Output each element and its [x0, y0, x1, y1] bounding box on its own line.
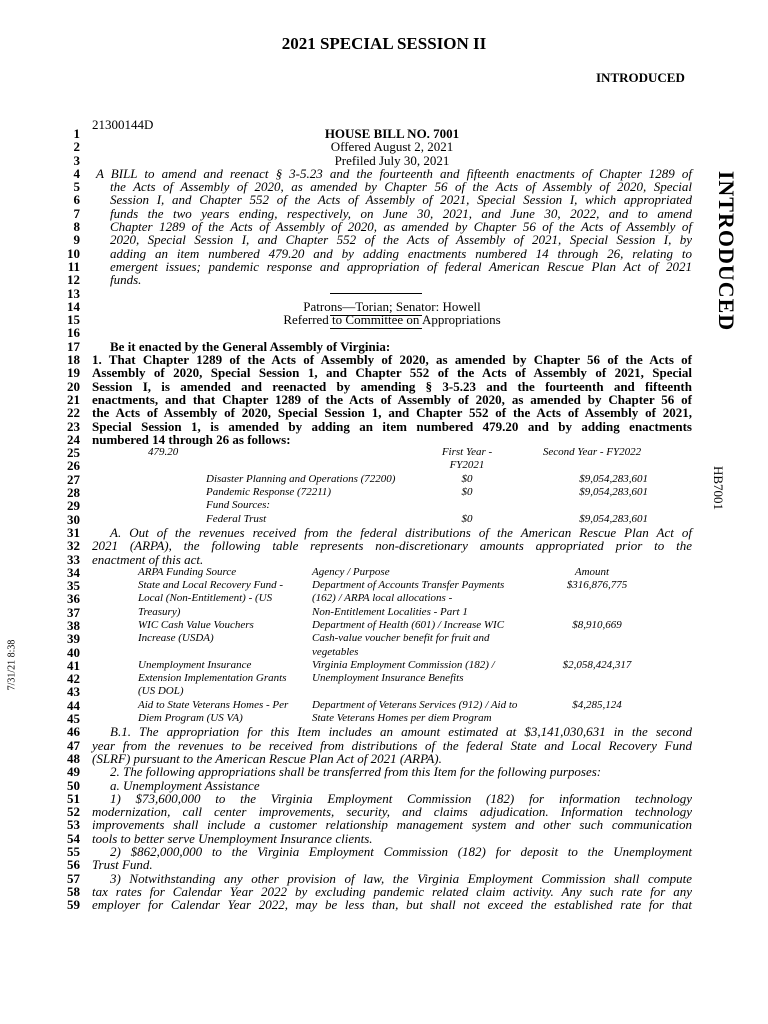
item-header-row	[92, 459, 692, 472]
line-number: 8	[73, 219, 80, 235]
side-introduced-label	[706, 133, 746, 368]
paragraph-a-line: 2021 (ARPA), the following table represents non-discretionary amounts appropriated prior to the	[92, 538, 692, 554]
arpa-row	[92, 685, 692, 698]
prefiled-date: Prefiled July 30, 2021	[334, 152, 450, 168]
offered-date: Offered August 2, 2021	[330, 139, 454, 155]
line-number: 31	[67, 524, 80, 540]
second-year-amount: $9,054,283,601	[579, 472, 648, 485]
title-line: funds the two years ending, respectively, on June 30, 2021, and June 30, 2022, and to amend	[110, 205, 692, 221]
divider	[330, 328, 422, 329]
line-number: 39	[67, 631, 80, 647]
enactment-line: 1. That Chapter 1289 of the Acts of Assembly of 2020, as amended by Chapter 56 of the Acts of	[92, 352, 692, 368]
agency-purpose: vegetables	[312, 645, 359, 658]
second-year-header: Second Year - FY2022	[542, 446, 642, 459]
line-number: 20	[67, 378, 80, 394]
line-number: 7	[73, 205, 80, 221]
line-number: 44	[67, 697, 80, 713]
line-number: 40	[67, 644, 80, 660]
body-line: tax rates for Calendar Year 2022 by excluding pandemic related claim activity. Any such rate for any	[92, 883, 692, 899]
bill-body	[92, 127, 692, 912]
line-number: 15	[67, 312, 80, 328]
line-number: 45	[67, 711, 80, 727]
body-line: year from the revenues to be received from distributions of the federal State and Local Recovery Fund	[92, 737, 692, 753]
line-number: 16	[67, 325, 80, 341]
amount-header: Amount	[574, 565, 610, 578]
enactment-line: numbered 14 through 26 as follows:	[92, 431, 291, 447]
item-header-row	[92, 446, 692, 459]
second-year-amount: $9,054,283,601	[579, 512, 648, 525]
title-line: emergent issues; pandemic response and appropriation of federal American Rescue Plan Act of 2021	[110, 258, 692, 274]
line-number: 17	[67, 338, 80, 354]
amount: $8,910,669	[572, 618, 622, 631]
first-year-amount: $0	[461, 472, 473, 485]
item-row	[92, 499, 692, 512]
arpa-row	[92, 712, 692, 725]
line-number: 22	[67, 405, 80, 421]
first-year-amount: $0	[461, 512, 473, 525]
agency-purpose: Non-Entitlement Localities - Part 1	[312, 605, 468, 618]
funding-source: Extension Implementation Grants	[138, 672, 287, 685]
arpa-row	[92, 659, 692, 672]
line-number: 3	[73, 152, 80, 168]
item-row	[92, 473, 692, 486]
line-number: 50	[67, 777, 80, 793]
enactment-line: the Acts of Assembly of 2020, Special Session 1, and Chapter 552 of the Acts of Assembly of 2021,	[92, 405, 692, 421]
agency-purpose: Cash-value voucher benefit for fruit and	[312, 632, 490, 645]
line-number: 9	[73, 232, 80, 248]
line-number: 35	[67, 578, 80, 594]
side-bill-text: HB7001	[711, 465, 726, 511]
line-numbers	[50, 127, 80, 912]
second-year-amount: $9,054,283,601	[579, 486, 648, 499]
side-bill-label	[706, 458, 730, 518]
line-number: 2	[73, 139, 80, 155]
enactment-line: enactments, and that Chapter 1289 of the Acts of Assembly of 2020, as amended by Chapter 56 of	[92, 391, 692, 407]
body-line: 1) $73,600,000 to the Virginia Employment Commission (182) for information technology	[110, 790, 692, 806]
line-number: 59	[67, 897, 80, 913]
line-number: 54	[67, 830, 80, 846]
funding-source: (US DOL)	[138, 685, 184, 698]
funding-source: Local (Non-Entitlement) - (US	[138, 592, 273, 605]
line-number: 49	[67, 764, 80, 780]
line-number: 41	[67, 657, 80, 673]
amount: $4,285,124	[572, 698, 622, 711]
line-number: 51	[67, 790, 80, 806]
paragraph-b	[92, 725, 692, 911]
title-line: A BILL to amend and reenact § 3-5.23 and the fourteenth and fifteenth enactments of Chapter 1289 of	[96, 165, 692, 181]
enactment-line: Session I, is amended and reenacted by amending § 3-5.23 and the fourteenth and fifteenth	[92, 378, 692, 394]
body-line: employer for Calendar Year 2022, may be less than, but shall not exceed the established rate for that	[92, 897, 692, 913]
line-number: 36	[67, 591, 80, 607]
spacer-row	[92, 326, 692, 339]
body-line: modernization, call center improvements, security, and claims adjudication. Information technology	[92, 804, 692, 820]
arpa-row	[92, 606, 692, 619]
line-number: 14	[67, 298, 80, 314]
paragraph-a-line: enactment of this act.	[92, 551, 204, 567]
paragraph-a-line: A. Out of the revenues received from the federal distributions of the American Rescue Plan Act of	[110, 524, 692, 540]
agency-purpose: (162) / ARPA local allocations -	[312, 592, 453, 605]
line-number: 11	[67, 258, 80, 274]
first-year-header-fy: FY2021	[449, 459, 485, 472]
line-number: 58	[67, 883, 80, 899]
line-number: 23	[67, 418, 80, 434]
body-line: 3) Notwithstanding any other provision of law, the Virginia Employment Commission shall compute	[110, 870, 692, 886]
item-label: Pandemic Response (72211)	[206, 486, 332, 499]
line-number: 32	[67, 538, 80, 554]
arpa-table	[92, 566, 692, 726]
title-line: funds.	[110, 272, 142, 288]
item-label: Fund Sources:	[206, 499, 271, 512]
line-number: 1	[73, 126, 80, 141]
enactment-text	[92, 353, 692, 446]
body-line: 2) $862,000,000 to the Virginia Employment Commission (182) for deposit to the Unemployment	[110, 844, 692, 860]
agency-purpose: Department of Health (601) / Increase WIC	[312, 618, 505, 631]
line-number: 21	[67, 391, 80, 407]
item-row	[92, 486, 692, 499]
agency-purpose: Department of Veterans Services (912) / Aid to	[312, 698, 518, 711]
line-number: 12	[67, 272, 80, 288]
agency-purpose: Virginia Employment Commission (182) /	[312, 658, 495, 671]
line-number: 56	[67, 857, 80, 873]
line-number: 43	[67, 684, 80, 700]
agency-purpose: State Veterans Homes per diem Program	[312, 712, 492, 725]
agency-purpose: Department of Accounts Transfer Payments	[312, 579, 505, 592]
title-line: adding an item numbered 479.20 and by adding enactments numbered 14 through 26, relating to	[110, 245, 692, 261]
funding-source: WIC Cash Value Vouchers	[138, 618, 254, 631]
funding-source: Diem Program (US VA)	[138, 712, 243, 725]
side-date-text: 7/31/21 8:38	[6, 639, 18, 691]
bill-number: HOUSE BILL NO. 7001	[324, 126, 460, 141]
spacer-row	[92, 287, 692, 300]
item-label: Federal Trust	[206, 512, 267, 525]
title-line: Session I, and Chapter 552 of the Acts of Assembly of 2021, Special Session I, which appropriated	[110, 192, 692, 208]
funding-source: Aid to State Veterans Homes - Per	[138, 698, 289, 711]
patrons: Patrons—Torian; Senator: Howell	[303, 298, 481, 314]
line-number: 30	[67, 511, 80, 527]
enactment-line: Special Session 1, is amended by adding an item numbered 479.20 and by adding enactments	[92, 418, 692, 434]
referred-committee: Referred to Committee on Appropriations	[283, 312, 501, 328]
line-number: 6	[73, 192, 80, 208]
agency-purpose: Unemployment Insurance Benefits	[312, 672, 464, 685]
bill-title	[92, 167, 692, 287]
line-number: 46	[67, 724, 80, 740]
item-label: Disaster Planning and Operations (72200)	[206, 472, 396, 485]
line-number: 53	[67, 817, 80, 833]
arpa-row	[92, 632, 692, 645]
line-number: 27	[67, 471, 80, 487]
line-number: 28	[67, 485, 80, 501]
title-line: the Acts of Assembly of 2020, as amended by Chapter 56 of the Acts of Assembly of 2020, Special	[110, 179, 692, 195]
line-number: 47	[67, 737, 80, 753]
funding-source: State and Local Recovery Fund -	[138, 579, 284, 592]
body-line: 2. The following appropriations shall be transferred from this Item for the following purposes:	[110, 764, 602, 780]
body-line: B.1. The appropriation for this Item includes an amount estimated at $3,141,030,631 in the second	[110, 724, 692, 740]
amount: $316,876,775	[566, 579, 628, 592]
title-line: 2020, Special Session I, and Chapter 552 of the Acts of Assembly of 2021, Special Session I, by	[110, 232, 692, 248]
line-number: 5	[73, 179, 80, 195]
item-number: 479.20	[148, 446, 179, 459]
enacting-clause: Be it enacted by the General Assembly of Virginia:	[110, 338, 391, 354]
agency-purpose-header: Agency / Purpose	[312, 565, 390, 578]
title-line: Chapter 1289 of the Acts of Assembly of 2020, as amended by Chapter 56 of the Acts of Assembly of	[110, 219, 692, 235]
arpa-row	[92, 592, 692, 605]
amount: $2,058,424,317	[562, 658, 632, 671]
line-number: 24	[67, 431, 80, 447]
line-number: 34	[67, 564, 80, 580]
document-id: 21300144D	[92, 117, 154, 132]
paragraph-a	[92, 526, 692, 566]
status-label: INTRODUCED	[596, 70, 685, 85]
line-number: 37	[67, 604, 80, 620]
funding-source-header: ARPA Funding Source	[138, 565, 237, 578]
body-line: tools to better serve Unemployment Insurance clients.	[92, 830, 373, 846]
line-number: 19	[67, 365, 80, 381]
item-row	[92, 513, 692, 526]
body-line: Trust Fund.	[92, 857, 153, 873]
arpa-row	[92, 619, 692, 632]
line-number: 38	[67, 617, 80, 633]
side-introduced-text: INTRODUCED	[714, 170, 739, 331]
arpa-header-row	[92, 566, 692, 579]
line-number: 4	[73, 165, 80, 181]
funding-source: Unemployment Insurance	[138, 658, 252, 671]
line-number: 18	[67, 352, 80, 368]
arpa-row	[92, 579, 692, 592]
line-number: 42	[67, 671, 80, 687]
body-line: (SLRF) pursuant to the American Rescue Plan Act of 2021 (ARPA).	[92, 750, 442, 766]
line-number: 10	[67, 245, 80, 261]
session-title: 2021 SPECIAL SESSION II	[281, 34, 487, 53]
enactment-line: Assembly of 2020, Special Session 1, and Chapter 552 of the Acts of Assembly of 2021, Special	[92, 365, 692, 381]
line-number: 25	[67, 445, 80, 461]
arpa-row	[92, 699, 692, 712]
line-number: 52	[67, 804, 80, 820]
first-year-amount: $0	[461, 486, 473, 499]
item-table	[92, 446, 692, 526]
arpa-row	[92, 646, 692, 659]
side-date-stamp	[4, 625, 20, 705]
funding-source: Treasury)	[138, 605, 181, 618]
body-line: improvements shall include a customer relationship management system and other such communication	[92, 817, 692, 833]
divider	[330, 293, 422, 294]
line-number: 57	[67, 870, 80, 886]
line-number: 13	[67, 285, 80, 301]
body-line: a. Unemployment Assistance	[110, 777, 260, 793]
line-number: 55	[67, 844, 80, 860]
line-number: 33	[67, 551, 80, 567]
line-number: 26	[67, 458, 80, 474]
first-year-header: First Year -	[441, 446, 493, 459]
line-number: 29	[67, 498, 80, 514]
line-number: 48	[67, 750, 80, 766]
arpa-row	[92, 672, 692, 685]
funding-source: Increase (USDA)	[138, 632, 214, 645]
